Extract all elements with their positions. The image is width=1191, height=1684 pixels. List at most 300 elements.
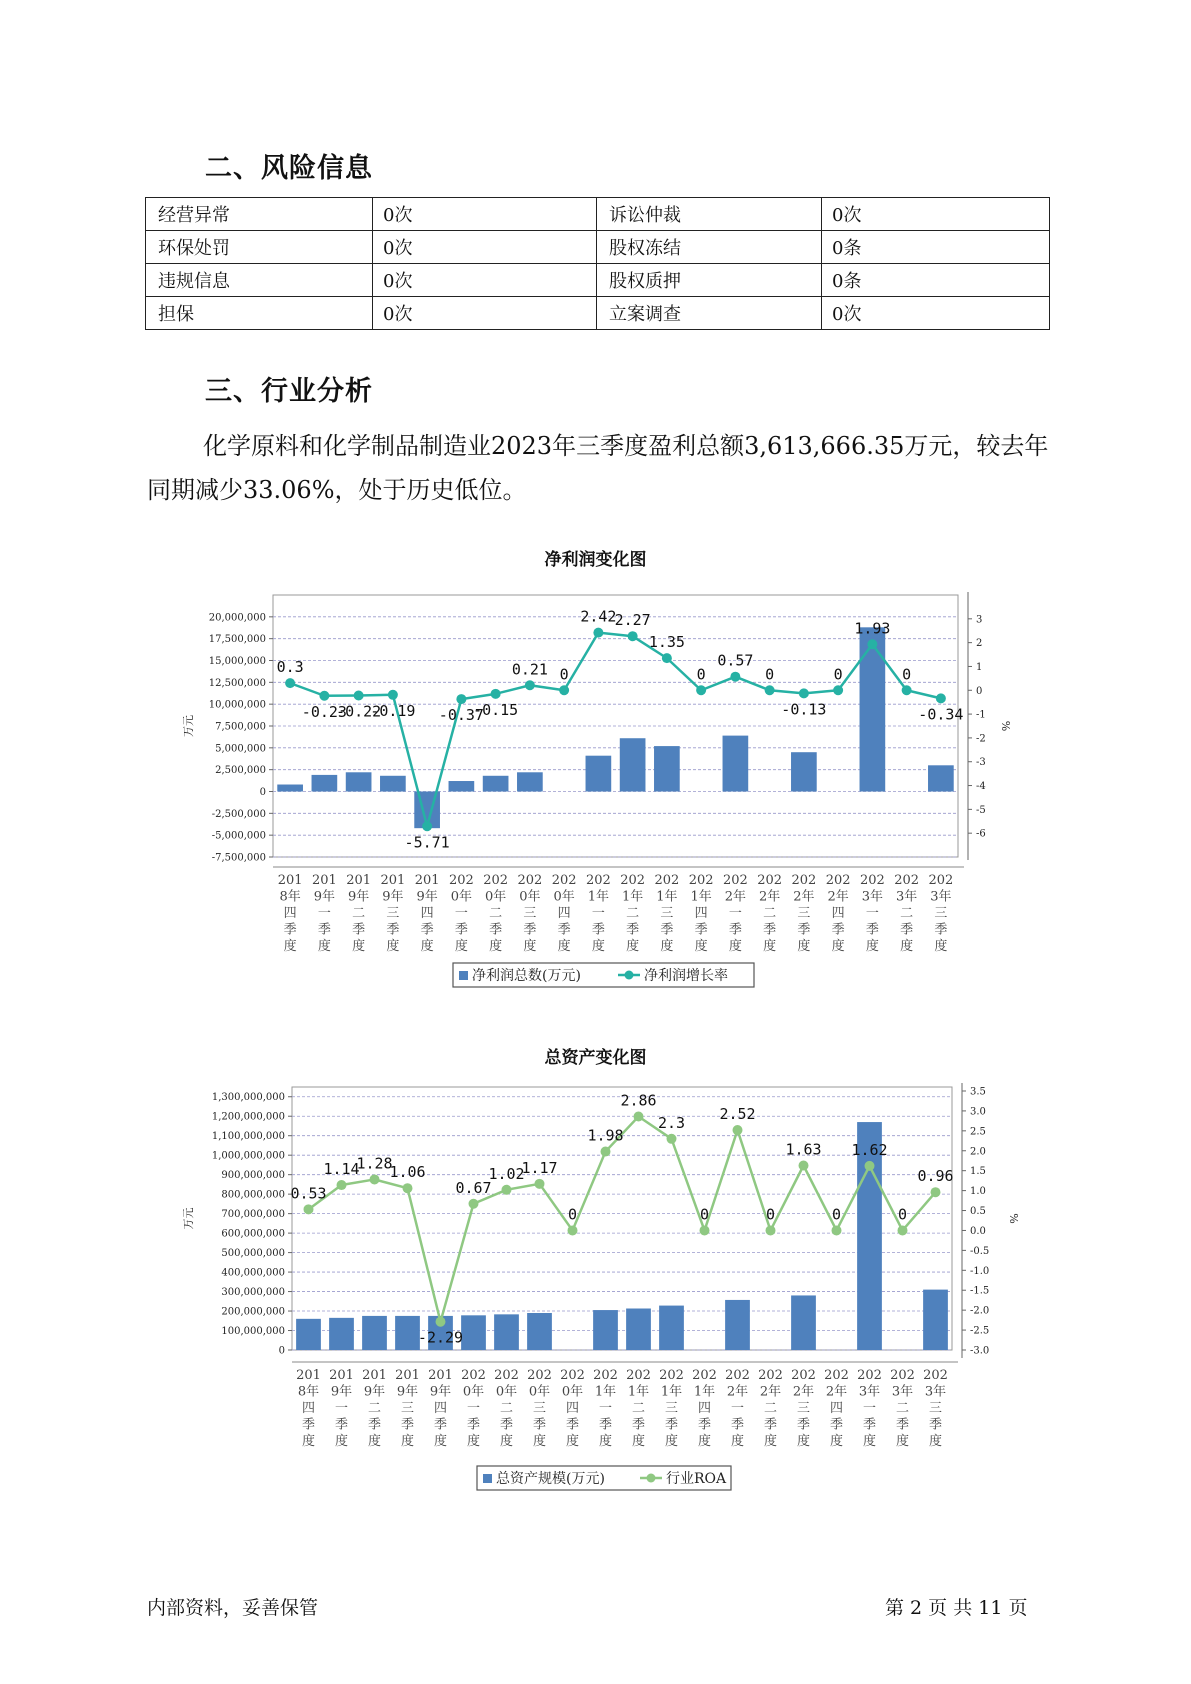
- x-tick-label: 201: [277, 873, 303, 888]
- x-tick-label: 2年: [825, 1384, 848, 1400]
- x-tick-label: 2年: [759, 1384, 782, 1400]
- line-point: [568, 1225, 578, 1235]
- risk-item-value: 0条: [822, 231, 1050, 264]
- x-tick-label: 季: [466, 1417, 481, 1433]
- x-tick-label: 季: [862, 1417, 877, 1433]
- data-label: -0.34: [918, 705, 964, 724]
- x-tick-label: 度: [928, 1434, 943, 1449]
- line-point: [285, 678, 295, 688]
- legend-line-label: 行业ROA: [666, 1471, 727, 1487]
- data-label: -5.71: [404, 833, 450, 852]
- x-tick-label: 9年: [313, 889, 336, 905]
- data-label: -2.29: [417, 1328, 464, 1347]
- risk-item-label: 经营异常: [146, 198, 373, 231]
- x-tick-label: 201: [311, 873, 337, 888]
- x-tick-label: 度: [730, 1434, 745, 1449]
- x-tick-label: 季: [626, 922, 640, 938]
- x-tick-label: 202: [551, 873, 577, 888]
- risk-table-row: [146, 198, 1050, 231]
- x-tick-label: 三: [928, 1401, 943, 1416]
- x-tick-label: 季: [694, 922, 708, 938]
- line-point: [456, 694, 466, 704]
- line-point: [898, 1225, 908, 1235]
- x-tick-label: 四: [831, 906, 845, 921]
- x-tick-label: 度: [862, 1434, 877, 1449]
- x-tick-label: 一: [591, 906, 605, 921]
- x-tick-label: 季: [557, 922, 571, 938]
- x-tick-label: 度: [626, 939, 640, 954]
- x-tick-label: 0年: [484, 889, 507, 905]
- line-point: [667, 1134, 677, 1144]
- x-tick-label: 四: [420, 906, 434, 921]
- y-tick-label: 1,000,000,000: [211, 1150, 285, 1162]
- data-label: 0: [765, 1205, 776, 1224]
- x-tick-label: 一: [730, 1401, 745, 1416]
- line-point: [491, 689, 501, 699]
- bar: [527, 1313, 552, 1350]
- x-tick-label: 0年: [553, 889, 575, 905]
- x-tick-label: 二: [352, 906, 366, 921]
- line-point: [502, 1185, 512, 1195]
- risk-item-value: 0次: [373, 198, 597, 231]
- x-tick-label: 0年: [495, 1384, 518, 1400]
- line-point: [766, 1225, 776, 1235]
- y-tick-label: 900,000,000: [221, 1170, 285, 1182]
- y2-tick-label: -5: [976, 804, 986, 816]
- y2-tick-label: 3.5: [970, 1086, 986, 1098]
- line-point: [319, 691, 329, 701]
- x-tick-label: 9年: [330, 1384, 353, 1400]
- x-tick-label: 三: [934, 906, 948, 921]
- x-tick-label: 季: [523, 922, 537, 938]
- x-tick-label: 202: [659, 1368, 684, 1383]
- x-tick-label: 季: [352, 922, 366, 938]
- y2-tick-label: 1: [976, 661, 983, 673]
- x-tick-label: 季: [317, 922, 331, 938]
- x-tick-label: 季: [865, 922, 879, 938]
- data-label: 2.52: [719, 1105, 756, 1124]
- y2-tick-label: -3: [976, 757, 986, 769]
- bar: [928, 765, 954, 791]
- x-tick-label: 季: [489, 922, 503, 938]
- x-tick-label: 季: [664, 1417, 679, 1433]
- risk-item-value: 0次: [822, 198, 1050, 231]
- x-tick-label: 201: [362, 1368, 387, 1383]
- y2-tick-label: -1.0: [970, 1265, 990, 1277]
- line-point: [354, 691, 364, 701]
- y-tick-label: 10,000,000: [208, 699, 266, 711]
- x-tick-label: 度: [400, 1434, 415, 1449]
- x-tick-label: 1年: [587, 889, 610, 905]
- y2-tick-label: 1.0: [970, 1186, 986, 1198]
- x-tick-label: 季: [934, 922, 948, 938]
- x-tick-label: 度: [367, 1434, 382, 1449]
- y2-tick-label: -1: [976, 709, 986, 721]
- x-tick-label: 度: [334, 1434, 349, 1449]
- risk-table: [145, 197, 1050, 330]
- bar: [593, 1310, 618, 1350]
- x-tick-label: 1年: [693, 1384, 716, 1400]
- x-tick-label: 度: [831, 939, 845, 954]
- y-tick-label: 200,000,000: [221, 1306, 285, 1318]
- x-tick-label: 0年: [519, 889, 541, 905]
- x-tick-label: 度: [796, 1434, 811, 1449]
- x-tick-label: 度: [660, 939, 674, 954]
- x-tick-label: 季: [728, 922, 742, 938]
- y-tick-label: -2,500,000: [211, 808, 266, 820]
- x-tick-label: 202: [560, 1368, 585, 1383]
- line-point: [525, 680, 535, 690]
- x-tick-label: 2年: [724, 889, 747, 905]
- y-tick-label: -5,000,000: [211, 830, 266, 842]
- x-tick-label: 3年: [930, 889, 952, 905]
- x-tick-label: 度: [454, 939, 468, 954]
- y2-tick-label: 1.5: [970, 1166, 986, 1178]
- data-label: 1.14: [323, 1160, 360, 1179]
- x-tick-label: 季: [283, 922, 297, 938]
- x-tick-label: 9年: [347, 889, 370, 905]
- x-tick-label: 202: [725, 1368, 750, 1383]
- x-tick-label: 度: [664, 1434, 679, 1449]
- x-tick-label: 度: [598, 1434, 613, 1449]
- data-label: 0: [696, 665, 706, 684]
- x-tick-label: 度: [865, 939, 879, 954]
- risk-item-label: 股权质押: [597, 264, 822, 297]
- y2-tick-label: 2.5: [970, 1126, 986, 1138]
- data-label: 2.27: [614, 611, 651, 630]
- line-point: [799, 688, 809, 698]
- line-point: [403, 1183, 413, 1193]
- x-tick-label: 季: [301, 1417, 316, 1433]
- x-tick-label: 二: [489, 906, 503, 921]
- data-label: 1.02: [488, 1164, 525, 1183]
- x-tick-label: 9年: [429, 1384, 452, 1400]
- x-tick-label: 度: [763, 1434, 778, 1449]
- line-point: [593, 628, 603, 638]
- x-tick-label: 度: [934, 939, 948, 954]
- y-tick-label: 400,000,000: [221, 1267, 285, 1279]
- x-tick-label: 季: [433, 1417, 448, 1433]
- risk-table-row: [146, 264, 1050, 297]
- footer-confidential-note: 内部资料，妥善保管: [147, 1597, 319, 1619]
- x-tick-label: 四: [301, 1401, 316, 1416]
- bar: [791, 1295, 816, 1350]
- x-tick-label: 一: [862, 1401, 877, 1416]
- y-tick-label: 0: [278, 1345, 285, 1357]
- data-label: 0.3: [276, 658, 304, 677]
- line-point: [469, 1199, 479, 1209]
- legend-bar-swatch: [459, 971, 468, 980]
- y-tick-label: 0: [259, 787, 266, 798]
- y-tick-label: 15,000,000: [208, 656, 266, 667]
- x-tick-label: 202: [494, 1368, 519, 1383]
- line-point: [559, 685, 569, 695]
- bar: [395, 1316, 420, 1350]
- data-label: 1.28: [356, 1154, 393, 1173]
- bar: [659, 1306, 684, 1350]
- data-label: 0.57: [717, 651, 754, 670]
- data-label: 1.93: [854, 619, 891, 638]
- x-tick-label: 季: [797, 922, 811, 938]
- y-tick-label: 300,000,000: [221, 1287, 285, 1299]
- x-tick-label: 季: [454, 922, 468, 938]
- line-point: [867, 639, 877, 649]
- x-tick-label: 202: [758, 1368, 783, 1383]
- line-point: [696, 685, 706, 695]
- line-point: [662, 653, 672, 663]
- x-tick-label: 201: [395, 1368, 420, 1383]
- x-tick-label: 一: [334, 1401, 349, 1416]
- y2-tick-label: -6: [976, 828, 986, 840]
- x-tick-label: 季: [631, 1417, 646, 1433]
- x-tick-label: 三: [664, 1401, 679, 1416]
- x-tick-label: 季: [895, 1417, 910, 1433]
- y2-tick-label: 0.5: [970, 1206, 986, 1218]
- x-tick-label: 3年: [895, 889, 918, 905]
- x-tick-label: 度: [763, 939, 777, 954]
- x-tick-label: 四: [433, 1401, 448, 1416]
- y2-tick-label: -4: [976, 781, 986, 793]
- x-tick-label: 二: [626, 906, 640, 921]
- line-point: [902, 685, 912, 695]
- y2-tick-label: -2.0: [970, 1305, 990, 1317]
- x-tick-label: 一: [598, 1401, 613, 1416]
- x-tick-label: 度: [489, 939, 503, 954]
- y-tick-label: 100,000,000: [221, 1326, 285, 1338]
- data-label: -0.37: [438, 706, 484, 725]
- x-tick-label: 一: [865, 906, 879, 921]
- legend-line-marker: [647, 1474, 656, 1483]
- line-point: [370, 1174, 380, 1184]
- data-label: 2.3: [657, 1113, 686, 1132]
- y-tick-label: 600,000,000: [221, 1228, 285, 1240]
- x-tick-label: 一: [454, 906, 468, 921]
- x-tick-label: 度: [728, 939, 742, 954]
- y-tick-label: 20,000,000: [208, 612, 266, 624]
- data-label: 1.98: [587, 1126, 624, 1145]
- x-tick-label: 2年: [792, 1384, 815, 1400]
- chart-title-total-assets: 总资产变化图: [544, 1048, 647, 1068]
- data-label: -0.13: [781, 700, 827, 719]
- data-label: 1.62: [851, 1140, 888, 1159]
- y-tick-label: 7,500,000: [215, 721, 266, 733]
- data-label: -0.22: [336, 702, 382, 721]
- y2-tick-label: 2: [976, 638, 983, 650]
- data-label: 0.21: [511, 660, 548, 679]
- risk-item-value: 0次: [373, 297, 597, 330]
- x-tick-label: 度: [895, 1434, 910, 1449]
- x-tick-label: 度: [386, 939, 400, 954]
- x-tick-label: 8年: [279, 889, 301, 905]
- bar: [346, 772, 372, 791]
- bar: [860, 627, 886, 791]
- line-point: [634, 1111, 644, 1121]
- x-tick-label: 二: [763, 1401, 778, 1416]
- x-tick-label: 2年: [827, 889, 849, 905]
- x-tick-label: 0年: [462, 1384, 485, 1400]
- y-axis-label: 万元: [182, 715, 195, 737]
- data-label: 0: [897, 1205, 908, 1224]
- line-point: [535, 1179, 545, 1189]
- x-tick-label: 3年: [858, 1384, 881, 1400]
- x-tick-label: 三: [400, 1401, 415, 1416]
- data-label: -0.19: [370, 701, 416, 720]
- y-axis-label: 万元: [182, 1207, 195, 1230]
- y2-tick-label: 3.0: [970, 1106, 986, 1118]
- industry-paragraph: 化学原料和化学制品制造业2023年三季度盈利总额3,613,666.35万元，较去年同期减少33.06%，处于历史低位。: [147, 432, 1049, 504]
- line-point: [733, 1125, 743, 1135]
- x-tick-label: 季: [400, 1417, 415, 1433]
- x-tick-label: 9年: [363, 1384, 386, 1400]
- x-tick-label: 202: [626, 1368, 651, 1383]
- legend-bar-swatch: [483, 1474, 492, 1483]
- x-tick-label: 季: [763, 1417, 778, 1433]
- y-tick-label: 500,000,000: [221, 1248, 285, 1260]
- data-label: 0.53: [290, 1184, 327, 1203]
- x-tick-label: 1年: [656, 889, 678, 905]
- bar: [626, 1309, 651, 1350]
- data-label: 0: [831, 1205, 842, 1224]
- x-tick-label: 二: [631, 1401, 646, 1416]
- x-tick-label: 0年: [528, 1384, 551, 1400]
- x-tick-label: 四: [557, 906, 571, 921]
- x-tick-label: 季: [386, 922, 400, 938]
- y-tick-label: 5,000,000: [215, 743, 266, 755]
- data-label: 0: [699, 1205, 710, 1224]
- x-tick-label: 201: [428, 1368, 453, 1383]
- line-point: [304, 1204, 314, 1214]
- chart-title-net-profit: 净利润变化图: [544, 550, 647, 570]
- y2-tick-label: 3: [976, 614, 983, 626]
- x-tick-label: 季: [829, 1417, 844, 1433]
- x-tick-label: 202: [448, 873, 474, 888]
- x-tick-label: 202: [620, 873, 646, 888]
- x-tick-label: 0年: [450, 889, 473, 905]
- y-tick-label: 1,100,000,000: [211, 1131, 285, 1143]
- risk-item-label: 立案调查: [597, 297, 822, 330]
- x-tick-label: 季: [796, 1417, 811, 1433]
- y-tick-label: 700,000,000: [221, 1209, 285, 1221]
- x-tick-label: 1年: [690, 889, 712, 905]
- x-tick-label: 三: [386, 906, 400, 921]
- x-tick-label: 202: [890, 1368, 915, 1383]
- y2-tick-label: -2.5: [970, 1325, 990, 1337]
- x-tick-label: 季: [565, 1417, 580, 1433]
- x-tick-label: 度: [557, 939, 571, 954]
- y-tick-label: -7,500,000: [211, 852, 266, 864]
- legend-line-label: 净利润增长率: [644, 968, 728, 984]
- y2-tick-label: -1.5: [970, 1285, 990, 1297]
- bar: [461, 1315, 486, 1350]
- line-point: [628, 631, 638, 641]
- data-label: 2.86: [620, 1091, 657, 1110]
- line-point: [601, 1147, 611, 1157]
- x-tick-label: 202: [923, 1368, 948, 1383]
- x-tick-label: 季: [928, 1417, 943, 1433]
- x-tick-label: 一: [728, 906, 742, 921]
- x-tick-label: 202: [825, 873, 851, 888]
- x-tick-label: 9年: [396, 1384, 419, 1400]
- y2-axis-label: %: [1007, 1213, 1020, 1224]
- x-tick-label: 度: [433, 1434, 448, 1449]
- line-point: [936, 693, 946, 703]
- net-profit-chart: [0, 570, 1191, 990]
- x-tick-label: 201: [414, 873, 440, 888]
- bar: [329, 1318, 354, 1350]
- y2-tick-label: 0: [976, 685, 983, 697]
- x-tick-label: 季: [763, 922, 777, 938]
- data-label: 1.35: [648, 633, 685, 652]
- x-tick-label: 度: [317, 939, 331, 954]
- data-label: 0: [765, 665, 775, 684]
- line-point: [730, 672, 740, 682]
- y2-tick-label: -3.0: [970, 1345, 990, 1357]
- data-label: 1.06: [389, 1163, 426, 1182]
- data-label: 0: [559, 665, 569, 684]
- x-tick-label: 三: [796, 1401, 811, 1416]
- x-tick-label: 1年: [627, 1384, 650, 1400]
- x-tick-label: 202: [824, 1368, 849, 1383]
- x-tick-label: 度: [900, 939, 914, 954]
- x-tick-label: 一: [466, 1401, 481, 1416]
- x-tick-label: 季: [367, 1417, 382, 1433]
- data-label: -0.15: [473, 700, 519, 719]
- bar: [312, 775, 338, 792]
- bar: [362, 1316, 387, 1350]
- section-title-industry: 三、行业分析: [205, 376, 373, 407]
- x-tick-label: 四: [697, 1401, 712, 1416]
- y2-tick-label: 0.0: [970, 1225, 986, 1237]
- x-tick-label: 202: [461, 1368, 486, 1383]
- legend-bar-label: 总资产规模(万元): [496, 1471, 605, 1487]
- x-tick-label: 季: [591, 922, 605, 938]
- line-point: [865, 1161, 875, 1171]
- risk-table-row: [146, 297, 1050, 330]
- risk-item-label: 诉讼仲裁: [597, 198, 822, 231]
- x-tick-label: 2年: [758, 889, 781, 905]
- x-tick-label: 1年: [660, 1384, 683, 1400]
- x-tick-label: 度: [631, 1434, 646, 1449]
- x-tick-label: 1年: [621, 889, 644, 905]
- data-label: 0.67: [455, 1178, 492, 1197]
- total-assets-chart: [0, 1068, 1191, 1493]
- y2-tick-label: -0.5: [970, 1245, 990, 1257]
- x-tick-label: 202: [692, 1368, 717, 1383]
- x-tick-label: 2年: [726, 1384, 749, 1400]
- y-tick-label: 1,200,000,000: [211, 1111, 285, 1123]
- data-label: 0: [833, 665, 843, 684]
- bar: [654, 746, 680, 791]
- x-tick-label: 四: [829, 1401, 844, 1416]
- data-label: 1.63: [785, 1140, 822, 1159]
- data-label: 2.42: [580, 607, 617, 626]
- y-tick-label: 12,500,000: [208, 677, 266, 689]
- x-tick-label: 202: [654, 873, 680, 888]
- bar: [483, 776, 509, 792]
- risk-item-label: 违规信息: [146, 264, 373, 297]
- x-tick-label: 度: [499, 1434, 514, 1449]
- bar: [791, 752, 817, 791]
- y2-tick-label: 2.0: [970, 1146, 986, 1158]
- bar: [517, 772, 543, 791]
- x-tick-label: 202: [593, 1368, 618, 1383]
- data-label: 1.17: [521, 1158, 558, 1177]
- x-tick-label: 季: [900, 922, 914, 938]
- y-tick-label: 17,500,000: [208, 634, 266, 646]
- bar: [380, 776, 406, 792]
- x-tick-label: 202: [791, 873, 817, 888]
- bar: [494, 1314, 519, 1350]
